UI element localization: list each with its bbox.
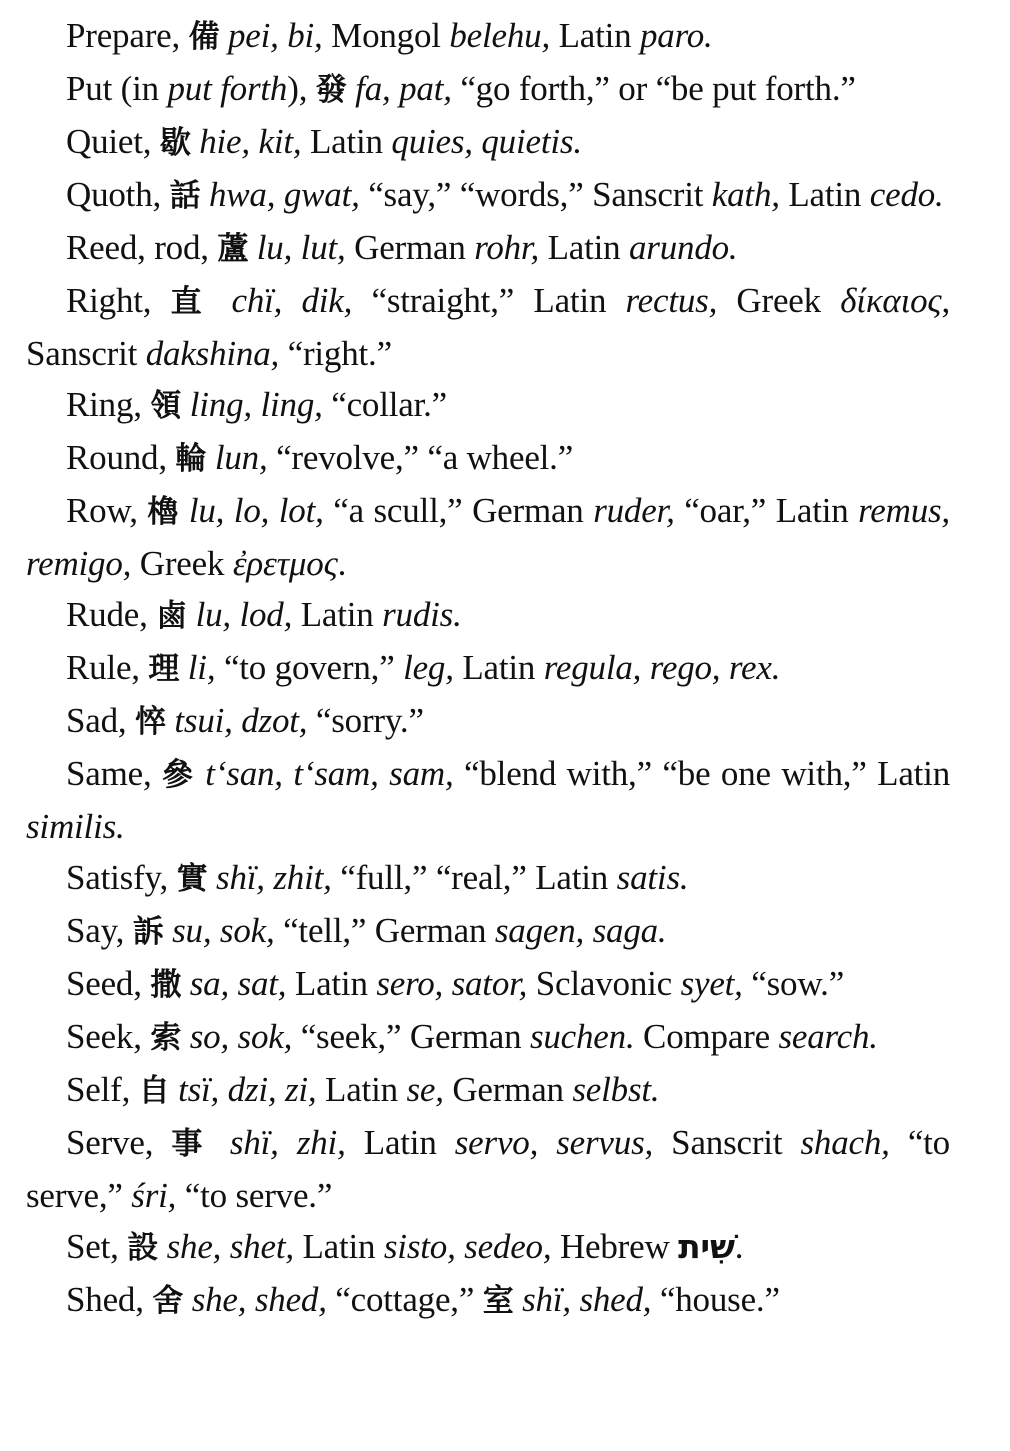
entry-text: “go forth,” or “be put forth.” (451, 69, 856, 108)
entry-text (164, 911, 173, 950)
italic-term: t‘san, t‘sam, sam, (205, 754, 454, 793)
entry-text (187, 595, 196, 634)
dictionary-entry (26, 485, 950, 589)
entry-text: “blend with,” “be one with,” Latin (453, 754, 951, 793)
dictionary-entry (26, 222, 950, 275)
entry-text: Rude, (66, 595, 157, 634)
italic-term: shï, zhit, (216, 858, 332, 897)
entry-text: “say,” “words,” Sanscrit (359, 175, 712, 214)
entry-text: “sow.” (742, 964, 845, 1003)
chinese-character: 直 (170, 284, 213, 320)
entry-text (191, 122, 200, 161)
entry-text (248, 228, 257, 267)
italic-term: rectus, (625, 281, 718, 320)
italic-term: regula, rego, rex. (543, 648, 781, 687)
entry-text: German (443, 1070, 573, 1109)
entry-text: . (734, 1227, 744, 1266)
italic-term: quies, quietis. (391, 122, 582, 161)
italic-term: sagen, saga. (494, 911, 667, 950)
chinese-character: 話 (169, 178, 201, 214)
italic-term: arundo. (629, 228, 738, 267)
chinese-character: 歇 (159, 125, 191, 161)
chinese-character: 舍 (152, 1283, 184, 1319)
dictionary-entry (26, 695, 950, 748)
italic-term: put forth (167, 69, 288, 108)
entry-text: Right, (66, 281, 171, 320)
italic-term: satis. (616, 858, 689, 897)
entry-text: “collar.” (322, 385, 448, 424)
italic-term: lu, lut, (256, 228, 346, 267)
entry-text: Latin (779, 175, 870, 214)
entry-text (200, 175, 209, 214)
entry-text: Seed, (66, 964, 151, 1003)
italic-term: ling, ling, (189, 385, 323, 424)
entry-text: Ring, (66, 385, 151, 424)
italic-term: sisto, sedeo, (383, 1227, 552, 1266)
entry-text: “cottage,” (326, 1280, 483, 1319)
entry-text: Quoth, (66, 175, 170, 214)
italic-term: cedo. (869, 175, 944, 214)
entry-text: “oar,” Latin (674, 491, 859, 530)
entry-text: Shed, (66, 1280, 153, 1319)
dictionary-entry (26, 1011, 950, 1064)
entry-text (183, 1280, 192, 1319)
entry-text: Greek (717, 281, 841, 320)
italic-term: so, sok, (189, 1017, 293, 1056)
entry-text (206, 438, 215, 477)
italic-term: sero, sator, (376, 964, 528, 1003)
dictionary-entry (26, 958, 950, 1011)
entry-text: Rule, (66, 648, 149, 687)
entry-text: Seek, (66, 1017, 151, 1056)
dictionary-entry (26, 169, 950, 222)
entry-text: Quiet, (66, 122, 160, 161)
italic-term: tsï, dzi, zi, (178, 1070, 317, 1109)
dictionary-entry (26, 1274, 950, 1327)
italic-term: shach, (800, 1123, 890, 1162)
chinese-character: 備 (188, 19, 220, 55)
chinese-character: 訴 (132, 914, 164, 950)
entry-text: Satisfy, (66, 858, 177, 897)
entry-text: “right.” (279, 334, 392, 373)
italic-term: lu, lo, lot, (188, 491, 324, 530)
italic-term: hie, kit, (199, 122, 302, 161)
chinese-character: 蘆 (217, 231, 249, 267)
chinese-character: 悴 (135, 704, 166, 740)
entry-text: Latin (550, 16, 640, 55)
entry-text (195, 754, 206, 793)
entry-text: Sclavonic (527, 964, 681, 1003)
dictionary-entry (26, 432, 950, 485)
italic-term: servo, servus, (454, 1123, 654, 1162)
entry-text (181, 964, 190, 1003)
italic-term: pei, bi, (227, 16, 323, 55)
italic-term: su, sok, (172, 911, 275, 950)
italic-term: belehu, (449, 16, 551, 55)
entry-text (207, 858, 216, 897)
entry-text (158, 1227, 167, 1266)
italic-term: sa, sat, (189, 964, 287, 1003)
entry-text: Sad, (66, 701, 136, 740)
dictionary-entry (26, 1221, 950, 1274)
dictionary-entry (26, 379, 950, 432)
entry-text: Put (in (66, 69, 168, 108)
italic-term: fa, pat, (355, 69, 452, 108)
hebrew-word: שִׁית (678, 1227, 735, 1266)
entry-text: “to govern,” (215, 648, 404, 687)
dictionary-entry (26, 642, 950, 695)
entry-text: Greek (131, 544, 233, 583)
dictionary-entry (26, 63, 950, 116)
entry-text: Latin (292, 595, 383, 634)
italic-term: hwa, gwat, (208, 175, 360, 214)
dictionary-entry (26, 10, 950, 63)
italic-term: paro. (639, 16, 713, 55)
dictionary-entry (26, 275, 950, 379)
italic-term: shï, shed, (522, 1280, 652, 1319)
italic-term: similis. (26, 807, 125, 846)
chinese-character: 實 (176, 861, 208, 897)
entry-text: Set, (66, 1227, 128, 1266)
italic-term: remus, remigo, (26, 491, 950, 583)
dictionary-entry (26, 1117, 950, 1221)
entry-text: Serve, (66, 1123, 172, 1162)
italic-term: syet, (680, 964, 743, 1003)
entry-text: “house.” (651, 1280, 780, 1319)
dictionary-entry (26, 852, 950, 905)
greek-word: ἐρετμος (232, 544, 338, 583)
italic-term: selbst. (572, 1070, 660, 1109)
entry-text (179, 491, 189, 530)
entry-text: Prepare, (66, 16, 189, 55)
italic-term: se, (406, 1070, 444, 1109)
chinese-character: 鹵 (156, 598, 187, 634)
entry-text: Round, (66, 438, 176, 477)
italic-term: dakshina, (145, 334, 280, 373)
italic-term: rohr, (474, 228, 540, 267)
entry-text: Latin (293, 1227, 384, 1266)
entry-text: Say, (66, 911, 133, 950)
italic-term: ruder, (593, 491, 675, 530)
italic-term: lu, lod, (195, 595, 293, 634)
entry-text: . (337, 544, 347, 583)
dictionary-entry (26, 1064, 950, 1117)
entry-text (181, 1017, 190, 1056)
chinese-character: 櫓 (147, 494, 180, 530)
entry-text: “to serve.” (176, 1176, 333, 1215)
chinese-character: 索 (150, 1020, 182, 1056)
chinese-character: 自 (138, 1073, 170, 1109)
entry-text (212, 1123, 230, 1162)
entry-text: “sorry.” (307, 701, 424, 740)
italic-term: leg, (403, 648, 454, 687)
entry-text (181, 385, 190, 424)
entry-text: Latin (453, 648, 544, 687)
entry-text: Row, (66, 491, 148, 530)
entry-text (170, 1070, 179, 1109)
italic-term: chï, dik, (231, 281, 353, 320)
chinese-character: 輪 (175, 441, 207, 477)
entry-text: German (345, 228, 475, 267)
entry-text: Compare (634, 1017, 779, 1056)
entry-text: “seek,” German (292, 1017, 530, 1056)
chinese-character: 室 (482, 1283, 514, 1319)
italic-term: kath, (711, 175, 780, 214)
italic-term: rudis. (382, 595, 462, 634)
entry-text: Latin (301, 122, 392, 161)
entry-text: Latin (286, 964, 377, 1003)
entry-text: Sanscrit (653, 1123, 801, 1162)
entry-text: Reed, rod, (66, 228, 218, 267)
italic-term: search. (778, 1017, 878, 1056)
dictionary-entry (26, 905, 950, 958)
chinese-character: 設 (127, 1230, 159, 1266)
entry-text: “a scull,” German (323, 491, 594, 530)
italic-term: she, shed, (191, 1280, 327, 1319)
entry-text: “revolve,” “a wheel.” (267, 438, 574, 477)
chinese-character: 理 (148, 651, 180, 687)
chinese-character: 撒 (150, 967, 182, 1003)
italic-term: li, (187, 648, 216, 687)
entry-text: Self, (66, 1070, 139, 1109)
entry-text: , Sanscrit (26, 281, 950, 373)
italic-term: shï, zhi, (229, 1123, 346, 1162)
dictionary-entry (26, 116, 950, 169)
entry-text (347, 69, 356, 108)
greek-word: δίκαιος (840, 281, 942, 320)
entry-text (212, 281, 231, 320)
entry-text: “tell,” German (274, 911, 495, 950)
dictionary-entry (26, 589, 950, 642)
italic-term: suchen. (529, 1017, 635, 1056)
entry-text: Latin (316, 1070, 407, 1109)
italic-term: she, shet, (166, 1227, 294, 1266)
entry-text (514, 1280, 523, 1319)
entry-text: Latin (539, 228, 629, 267)
entry-text: Hebrew (551, 1227, 679, 1266)
italic-term: lun, (214, 438, 268, 477)
entry-text: Mongol (322, 16, 450, 55)
chinese-character: 發 (315, 72, 347, 108)
dictionary-entry (26, 748, 950, 852)
entry-text: “to serve,” (26, 1123, 950, 1215)
entry-text: Same, (66, 754, 163, 793)
entry-text: “straight,” Latin (352, 281, 626, 320)
italic-term: śri, (131, 1176, 177, 1215)
italic-term: tsui, dzot, (174, 701, 308, 740)
entry-text: ), (287, 69, 316, 108)
chinese-character: 參 (162, 757, 195, 793)
chinese-character: 事 (171, 1126, 212, 1162)
entry-text: Latin (345, 1123, 455, 1162)
entry-text (179, 648, 188, 687)
entry-text (219, 16, 228, 55)
entry-text: “full,” “real,” Latin (331, 858, 617, 897)
chinese-character: 領 (150, 388, 182, 424)
